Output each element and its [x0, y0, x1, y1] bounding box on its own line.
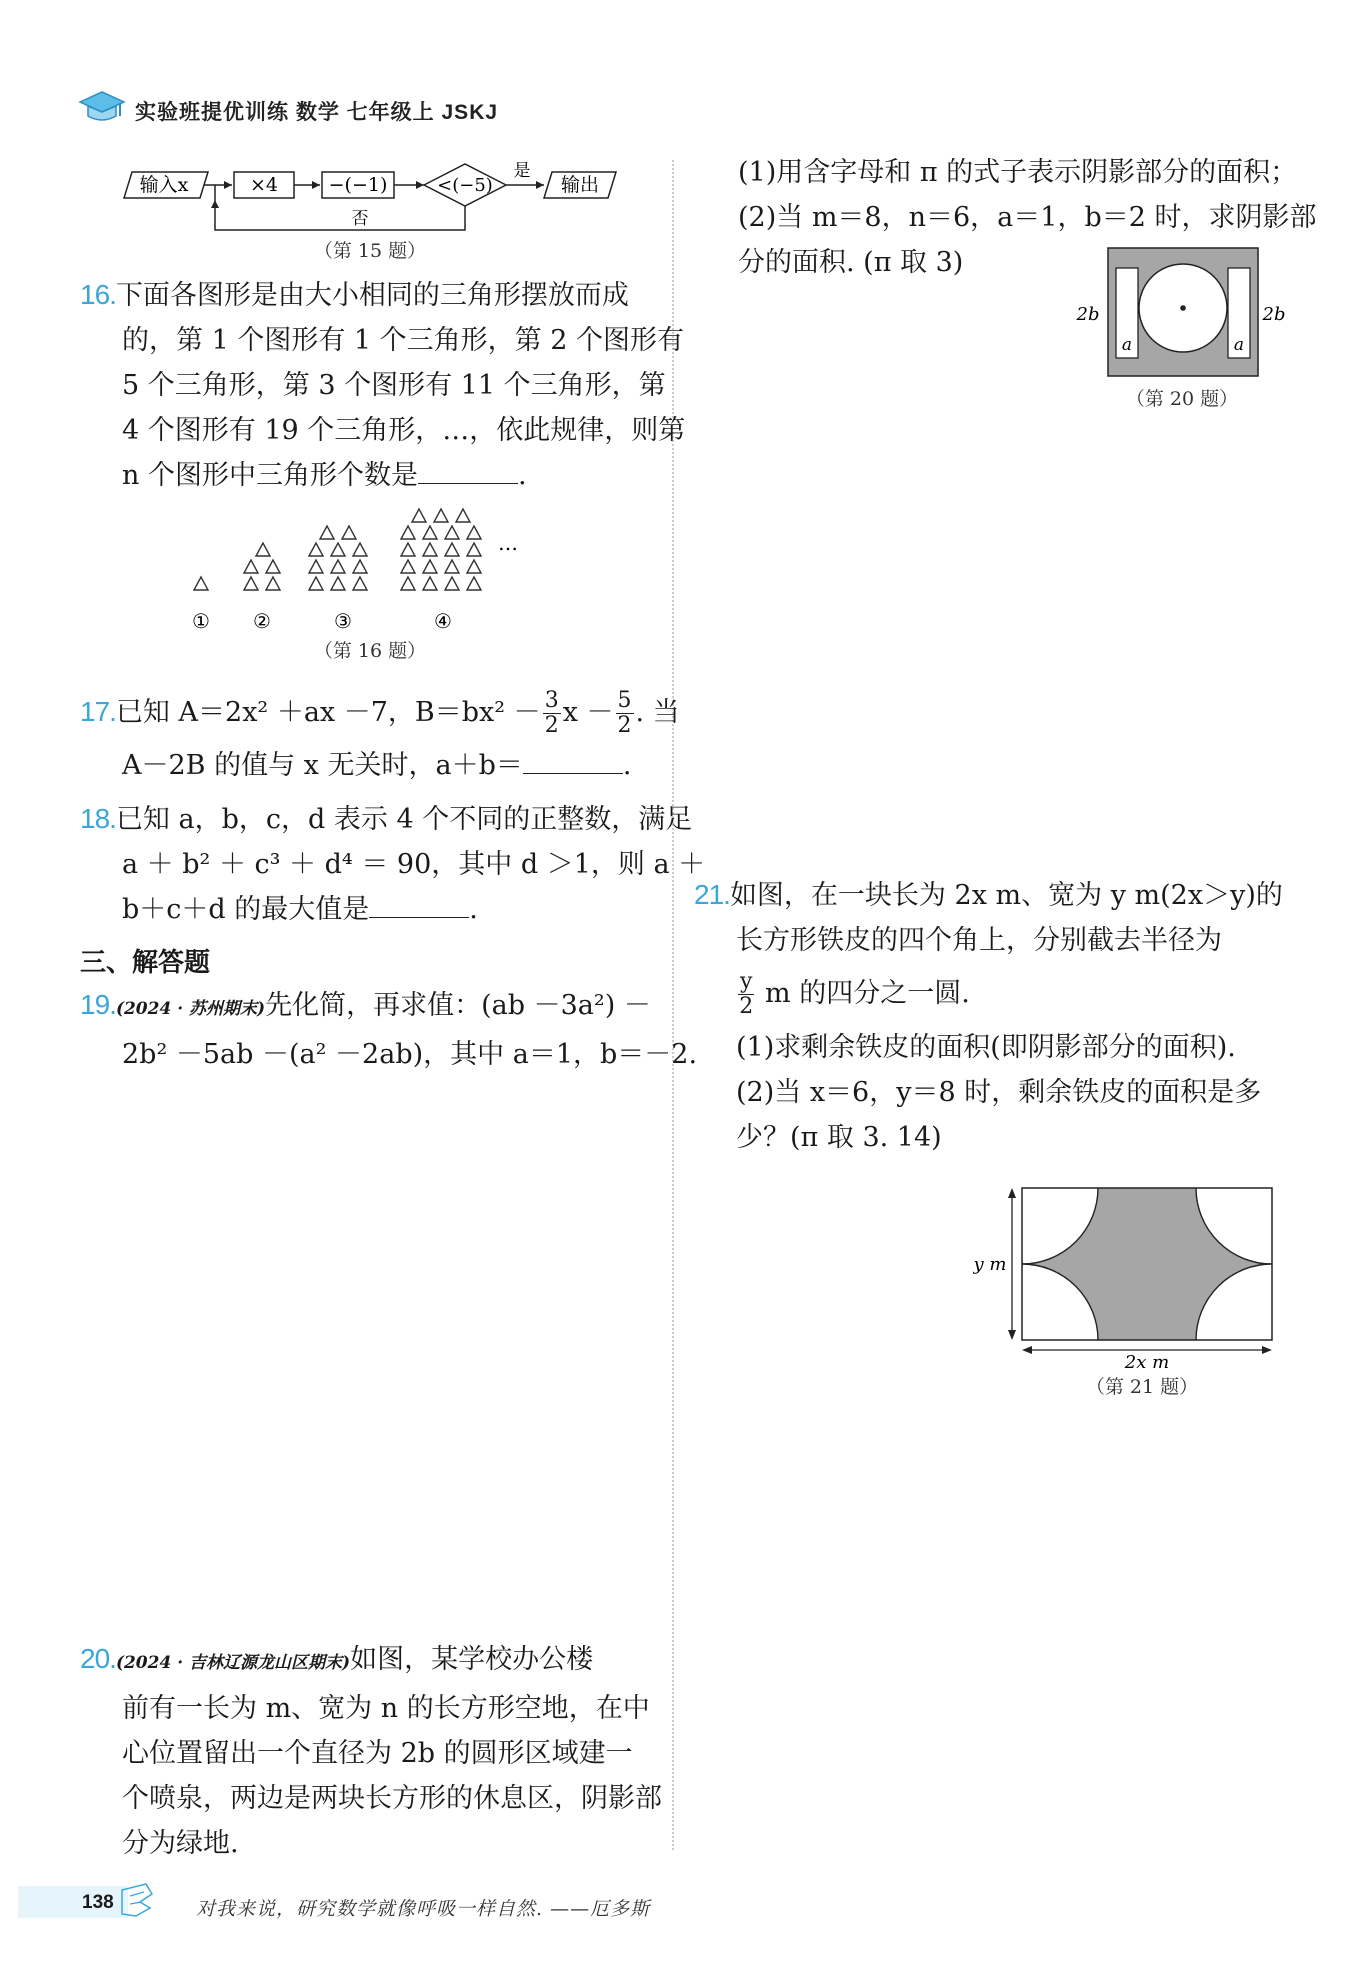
height-label: y m	[973, 1254, 1007, 1275]
q21-number: 21.	[694, 879, 730, 910]
q20-sub: (1)用含字母和 π 的式子表示阴影部分的面积；	[738, 157, 1298, 188]
fraction: $\frac{3}{2}$	[544, 688, 559, 738]
q16-line: 5 个三角形，第 3 个图形有 11 个三角形，第	[122, 370, 666, 401]
question-20	[80, 1636, 670, 1866]
q20-text: 前有一长为 m、宽为 n 的长方形空地，在中	[122, 1693, 650, 1724]
caption-21: （第 21 题）	[1085, 1376, 1199, 1398]
ellipsis: …	[498, 531, 518, 555]
footer-quote: 对我来说，研究数学就像呼吸一样自然. ——厄多斯	[196, 1898, 651, 1920]
label-a-left: a	[1121, 335, 1133, 355]
q19-number: 19.	[80, 989, 116, 1020]
q16-line: 下面各图形是由大小相同的三角形摆放而成	[115, 280, 629, 311]
question-16: 16.下面各图形是由大小相同的三角形摆放而成 的，第 1 个图形有 1 个三角形，第 2 个图形有 5 个三角形，第 3 个图形有 11 个三角形，第 4 个图形有 19 个三角形，…，依此规律，则第 n 个图形中三角形个数是 .	[80, 279, 686, 491]
answer-blank[interactable]	[369, 893, 469, 918]
q19-text: 先化简，再求值：(ab －3a²) －	[265, 990, 651, 1021]
caption-20: （第 20 题）	[1125, 388, 1239, 410]
q21-sub: (1)求剩余铁皮的面积(即阴影部分的面积).	[736, 1032, 1236, 1063]
question-19	[80, 982, 698, 1077]
q16-line: 4 个图形有 19 个三角形，…，依此规律，则第	[122, 415, 686, 446]
q17-text: x －	[562, 697, 614, 728]
q17-text: . 当	[635, 697, 680, 728]
q17-text: 已知 A＝2x² ＋ax －7，B＝bx² －	[115, 697, 541, 728]
q21-sub: 少？(π 取 3. 14)	[736, 1122, 942, 1153]
flow-mul-text: ×4	[249, 174, 279, 196]
label-a-right: a	[1233, 335, 1245, 355]
q20-source: (2024 · 吉林辽源龙山区期末)	[115, 1653, 351, 1673]
header-title: 实验班提优训练 数学 七年级上 JSKJ	[135, 101, 499, 124]
figure-21	[966, 1180, 1286, 1374]
flow-output-text: 输出	[560, 174, 600, 196]
flow-cond-text: <(−5)	[437, 175, 493, 196]
fig-label: ②	[253, 609, 271, 633]
question-17: 17.已知 A＝2x² ＋ax －7，B＝bx² － $\frac{3}{2}$ x － $\frac{5}{2}$ . 当 A－2B 的值与 x 无关时，a＋b＝ .	[80, 688, 680, 781]
q17-number: 17.	[80, 696, 116, 727]
q18-number: 18.	[80, 803, 116, 834]
flow-input-text: 输入x	[139, 174, 189, 196]
q18-text: b＋c＋d 的最大值是	[122, 894, 370, 925]
q21-sub: (2)当 x＝6，y＝8 时，剩余铁皮的面积是多	[736, 1077, 1262, 1108]
q20-text: 如图，某学校办公楼	[350, 1644, 594, 1675]
figure-20	[1070, 242, 1290, 386]
width-label: 2x m	[1124, 1352, 1170, 1370]
q16-line: 的，第 1 个图形有 1 个三角形，第 2 个图形有	[122, 325, 685, 356]
q20-text: 分为绿地.	[122, 1828, 239, 1859]
answer-blank[interactable]	[418, 459, 518, 484]
fig-label: ④	[434, 609, 452, 633]
q20-text: 心位置留出一个直径为 2b 的圆形区域建一	[122, 1738, 633, 1769]
q20-sub: 分的面积. (π 取 3)	[738, 247, 964, 278]
label-2b-right: 2b	[1262, 304, 1286, 325]
flow-sub-text: −(−1)	[328, 174, 388, 196]
q18-text: 已知 a，b，c，d 表示 4 个不同的正整数，满足	[115, 804, 693, 835]
section-title: 三、解答题	[80, 947, 211, 977]
fig-label: ①	[192, 609, 210, 633]
q16-line: n 个图形中三角形个数是	[122, 460, 418, 491]
header-logo-icon	[76, 88, 126, 130]
caption-15: （第 15 题）	[313, 240, 427, 262]
answer-blank[interactable]	[523, 749, 623, 774]
q21-text: m 的四分之一圆.	[765, 978, 970, 1009]
page-number: 138	[82, 1892, 114, 1913]
q19-text: 2b² －5ab －(a² －2ab)，其中 a＝1，b＝－2.	[122, 1039, 698, 1070]
fraction: $\frac{y}{2}$	[739, 969, 754, 1019]
flow-yes-text: 是	[513, 161, 531, 181]
q20-text: 个喷泉，两边是两块长方形的休息区，阴影部	[122, 1783, 662, 1814]
q20-sub: (2)当 m＝8，n＝6，a＝1，b＝2 时，求阴影部	[738, 202, 1317, 233]
fraction: $\frac{5}{2}$	[617, 688, 632, 738]
q16-number: 16.	[80, 279, 116, 310]
q19-source: (2024 · 苏州期末)	[115, 999, 266, 1019]
question-21	[694, 872, 1314, 1160]
q20-number: 20.	[80, 1643, 116, 1674]
q18-text: a ＋ b² ＋ c³ ＋ d⁴ ＝ 90，其中 d ＞1，则 a ＋	[122, 849, 706, 880]
caption-16: （第 16 题）	[313, 640, 427, 662]
question-18: 18.已知 a，b，c，d 表示 4 个不同的正整数，满足 a ＋ b² ＋ c³ ＋ d⁴ ＝ 90，其中 d ＞1，则 a ＋ b＋c＋d 的最大值是 .	[80, 803, 706, 925]
flow-no-text: 否	[351, 209, 369, 229]
q17-text: A－2B 的值与 x 无关时，a＋b＝	[122, 750, 523, 781]
q21-text: 长方形铁皮的四个角上，分别截去半径为	[736, 925, 1222, 956]
fig-label: ③	[334, 609, 352, 633]
label-2b-left: 2b	[1076, 304, 1100, 325]
triangle-figure-16	[180, 500, 580, 644]
q21-text: 如图，在一块长为 2x m、宽为 y m(2x＞y)的	[729, 880, 1283, 911]
